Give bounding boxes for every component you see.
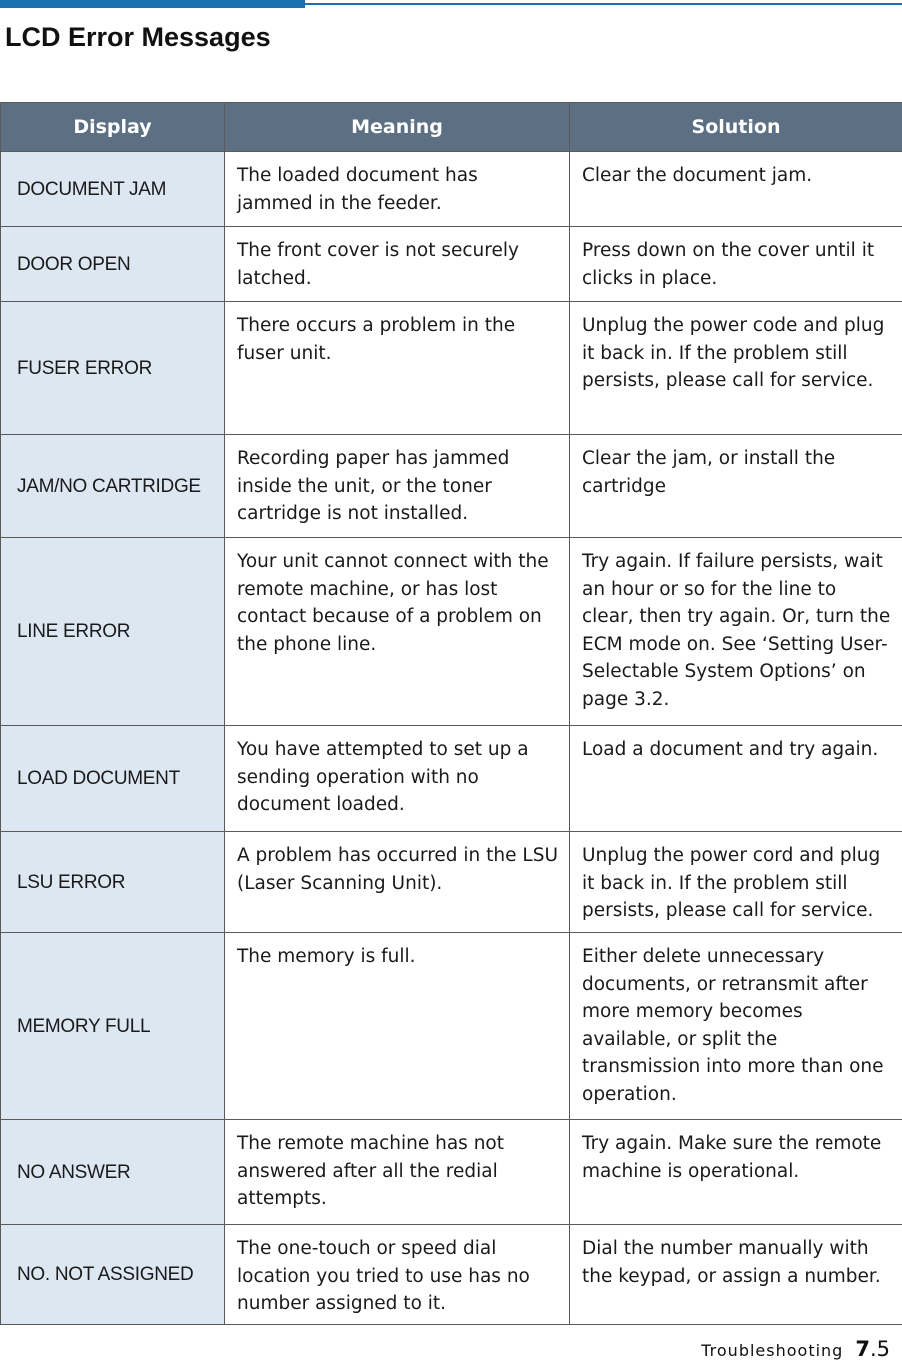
solution-text: Load a document and try again. [570, 726, 902, 832]
display-message: LSU ERROR [1, 832, 225, 933]
display-message: LINE ERROR [1, 538, 225, 726]
table-header-row [1, 103, 902, 152]
table-row [1, 152, 902, 227]
column-header-display: Display [1, 103, 225, 152]
display-message: JAM/NO CARTRIDGE [1, 435, 225, 538]
footer-chapter-number: 7 [855, 1337, 870, 1361]
display-message: LOAD DOCUMENT [1, 726, 225, 832]
table-row [1, 726, 902, 832]
meaning-text: There occurs a problem in the fuser unit. [225, 302, 570, 435]
table-row [1, 302, 902, 435]
meaning-text: The remote machine has not answered after all the redial attempts. [225, 1120, 570, 1225]
solution-text: Unplug the power cord and plug it back in. If the problem still persists, please call for service. [570, 832, 902, 933]
meaning-text: Recording paper has jammed inside the unit, or the toner cartridge is not installed. [225, 435, 570, 538]
table-row [1, 538, 902, 726]
footer-page-number: .5 [869, 1337, 890, 1361]
header-accent-bar [0, 0, 305, 8]
display-message: NO ANSWER [1, 1120, 225, 1225]
display-message: DOOR OPEN [1, 227, 225, 302]
table-row [1, 933, 902, 1120]
display-message: FUSER ERROR [1, 302, 225, 435]
solution-text: Press down on the cover until it clicks in place. [570, 227, 902, 302]
meaning-text: You have attempted to set up a sending operation with no document loaded. [225, 726, 570, 832]
solution-text: Try again. If failure persists, wait an hour or so for the line to clear, then try again. Or, turn the ECM mode on. See ‘Setting User-Selectable System Options’ on page 3.2. [570, 538, 902, 726]
solution-text: Clear the jam, or install the cartridge [570, 435, 902, 538]
page-footer [701, 1337, 890, 1361]
table-row [1, 227, 902, 302]
solution-text: Either delete unnecessary documents, or retransmit after more memory becomes available, or split the transmission into more than one operation. [570, 933, 902, 1120]
table-row [1, 832, 902, 933]
meaning-text: Your unit cannot connect with the remote machine, or has lost contact because of a problem on the phone line. [225, 538, 570, 726]
display-message: NO. NOT ASSIGNED [1, 1225, 225, 1325]
solution-text: Clear the document jam. [570, 152, 902, 227]
display-message: DOCUMENT JAM [1, 152, 225, 227]
table-row [1, 1225, 902, 1325]
table-row [1, 1120, 902, 1225]
meaning-text: The front cover is not securely latched. [225, 227, 570, 302]
page-title: LCD Error Messages [5, 22, 271, 52]
header-rule [305, 3, 902, 5]
solution-text: Dial the number manually with the keypad, or assign a number. [570, 1225, 902, 1325]
table-row [1, 435, 902, 538]
meaning-text: The memory is full. [225, 933, 570, 1120]
error-messages-table [0, 102, 902, 1325]
solution-text: Unplug the power code and plug it back in. If the problem still persists, please call for service. [570, 302, 902, 435]
display-message: MEMORY FULL [1, 933, 225, 1120]
meaning-text: A problem has occurred in the LSU (Laser Scanning Unit). [225, 832, 570, 933]
column-header-solution: Solution [570, 103, 902, 152]
solution-text: Try again. Make sure the remote machine is operational. [570, 1120, 902, 1225]
meaning-text: The one-touch or speed dial location you tried to use has no number assigned to it. [225, 1225, 570, 1325]
column-header-meaning: Meaning [225, 103, 570, 152]
meaning-text: The loaded document has jammed in the feeder. [225, 152, 570, 227]
footer-section-name: Troubleshooting [701, 1341, 844, 1360]
